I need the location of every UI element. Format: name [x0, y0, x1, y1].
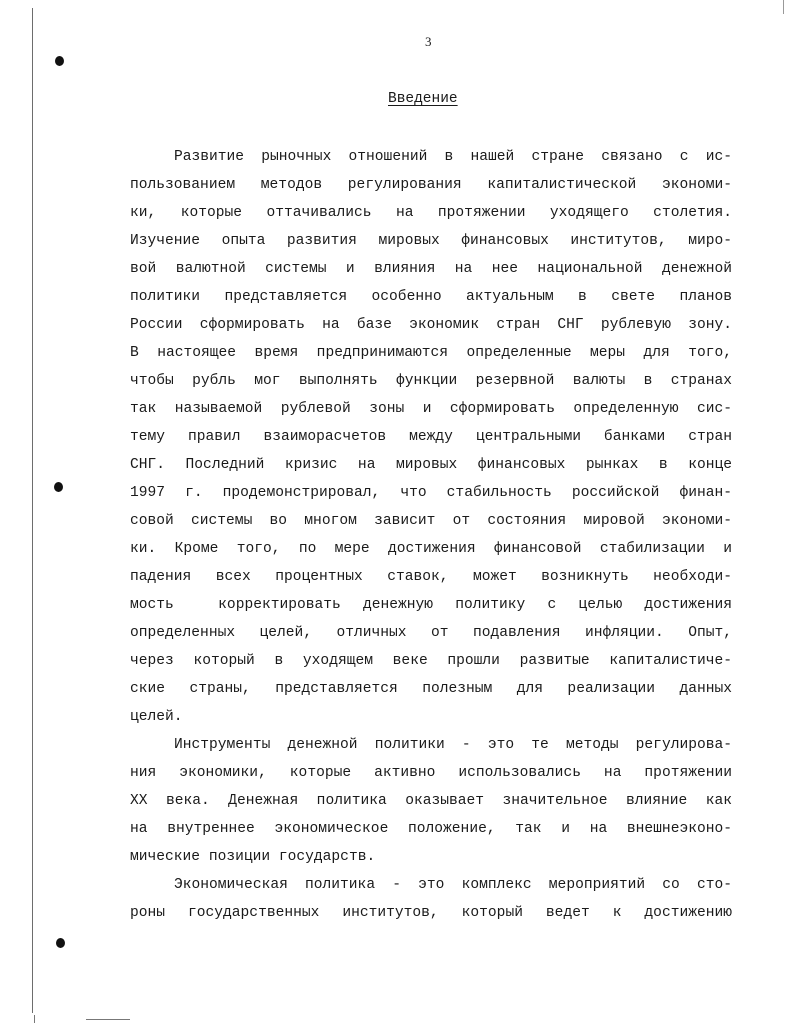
paragraph: [130, 871, 732, 927]
text-line: роны государственных институтов, который ведет к достижению: [130, 905, 732, 921]
paragraph: [130, 143, 732, 731]
text-line: мость корректировать денежную политику с целью достижения: [130, 597, 732, 613]
text-line: так называемой рублевой зоны и сформировать определенную сис-: [130, 401, 732, 417]
text-line: ки. Кроме того, по мере достижения финансовой стабилизации и: [130, 541, 732, 557]
text-line: XX века. Денежная политика оказывает значительное влияние как: [130, 793, 732, 809]
left-margin-line: [32, 8, 33, 1013]
text-line: совой системы во многом зависит от состояния мировой экономи-: [130, 513, 732, 529]
text-line: ки, которые оттачивались на протяжении уходящего столетия.: [130, 205, 732, 221]
text-line: 1997 г. продемонстрировал, что стабильность российской финан-: [130, 485, 732, 501]
text-line: целей.: [130, 709, 183, 725]
scan-artifact: [86, 1019, 130, 1020]
right-edge-mark: [783, 0, 784, 14]
scan-artifact: [34, 1015, 35, 1023]
punch-hole-middle: [54, 482, 63, 492]
text-line: В настоящее время предпринимаются определенные меры для того,: [130, 345, 732, 361]
text-line: чтобы рубль мог выполнять функции резервной валюты в странах: [130, 373, 732, 389]
body-text: [130, 143, 732, 927]
text-line: ния экономики, которые активно использовались на протяжении: [130, 765, 732, 781]
text-line: мические позиции государств.: [130, 849, 376, 865]
paragraph: [130, 731, 732, 871]
text-line: Развитие рыночных отношений в нашей стране связано с ис-: [174, 149, 732, 165]
section-heading: Введение: [388, 91, 458, 107]
text-line: России сформировать на базе экономик стран СНГ рублевую зону.: [130, 317, 732, 333]
text-line: на внутреннее экономическое положение, так и на внешнеэконо-: [130, 821, 732, 837]
text-line: тему правил взаиморасчетов между центральными банками стран: [130, 429, 732, 445]
text-line: ские страны, представляется полезным для реализации данных: [130, 681, 732, 697]
text-line: определенных целей, отличных от подавления инфляции. Опыт,: [130, 625, 732, 641]
text-line: пользованием методов регулирования капиталистической экономи-: [130, 177, 732, 193]
text-line: падения всех процентных ставок, может возникнуть необходи-: [130, 569, 732, 585]
text-line: политики представляется особенно актуальным в свете планов: [130, 289, 732, 305]
text-line: вой валютной системы и влияния на нее национальной денежной: [130, 261, 732, 277]
text-line: Изучение опыта развития мировых финансовых институтов, миро-: [130, 233, 732, 249]
text-line: СНГ. Последний кризис на мировых финансовых рынках в конце: [130, 457, 732, 473]
punch-hole-top: [55, 56, 64, 66]
text-line: через который в уходящем веке прошли развитые капиталистиче-: [130, 653, 732, 669]
page-number: 3: [425, 34, 432, 49]
text-line: Экономическая политика - это комплекс мероприятий со сто-: [174, 877, 732, 893]
text-line: Инструменты денежной политики - это те методы регулирова-: [174, 737, 732, 753]
punch-hole-bottom: [56, 938, 65, 948]
